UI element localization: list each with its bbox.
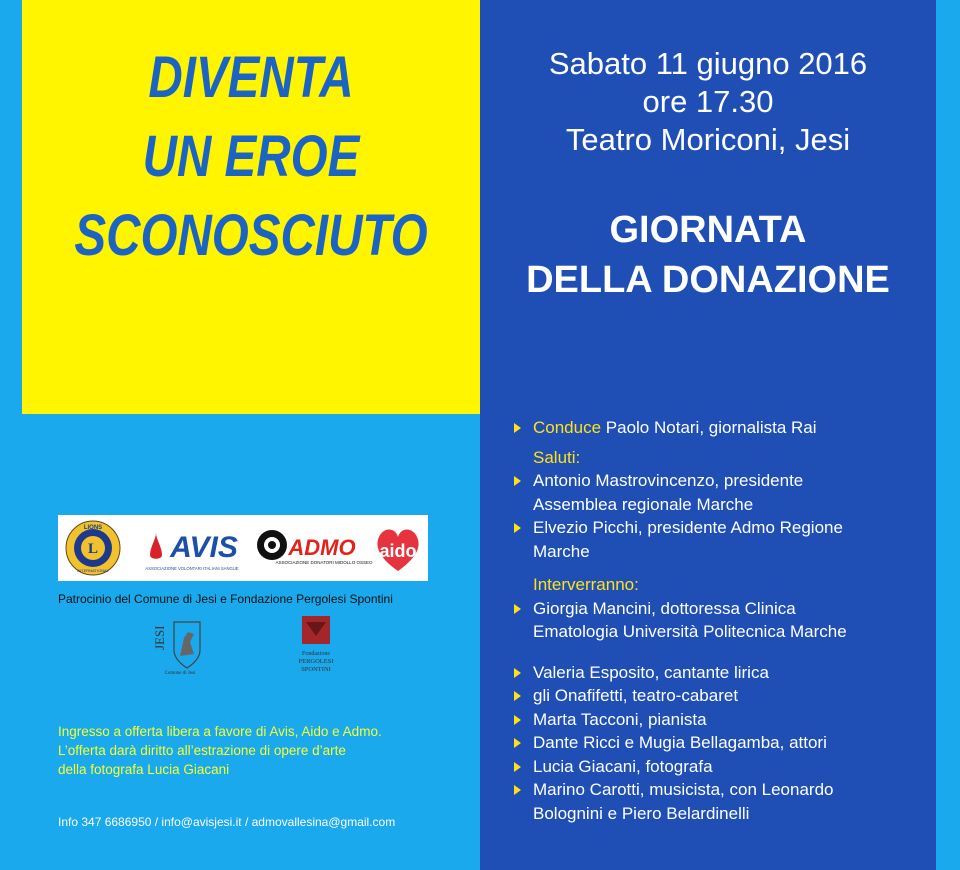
avis-name: AVIS bbox=[170, 531, 238, 564]
bullet-icon bbox=[514, 738, 521, 748]
pergolesi-logo-icon bbox=[286, 614, 346, 678]
conduce-text: Paolo Notari, giornalista Rai bbox=[601, 418, 817, 437]
event-title bbox=[480, 205, 936, 305]
list-item-text: Marta Tacconi, pianista bbox=[533, 709, 707, 729]
bullet-icon bbox=[514, 476, 521, 486]
list-item-text: gli Onafifetti, teatro-cabaret bbox=[533, 686, 739, 705]
hero-line: UN EROE bbox=[142, 124, 360, 189]
bullet-icon bbox=[514, 691, 521, 701]
list-item-text: Assemblea regionale Marche bbox=[533, 494, 754, 514]
interverranno-heading: Interverranno: bbox=[533, 575, 639, 594]
lions-name: LIONS bbox=[83, 525, 103, 531]
bullet-icon bbox=[514, 785, 521, 795]
sponsor-logos-strip bbox=[58, 515, 428, 581]
admo-name: ADMO bbox=[288, 535, 356, 560]
hero-line: DIVENTA bbox=[148, 45, 354, 110]
conduce-label: Conduce bbox=[533, 418, 602, 437]
list-item bbox=[514, 661, 934, 685]
bullet-icon bbox=[514, 668, 521, 678]
list-item-text: Marche bbox=[533, 541, 590, 561]
hero-headline bbox=[63, 38, 439, 275]
avis-sub: ASSOCIAZIONE VOLONTARI ITALIANI SANGUE bbox=[145, 566, 239, 571]
admo-sub: ASSOCIAZIONE DONATORI MIDOLLO OSSEO bbox=[275, 560, 373, 565]
list-item bbox=[514, 469, 934, 516]
list-item-text: Lucia Giacani, fotografa bbox=[533, 756, 713, 776]
list-item-text: Antonio Mastrovincenzo, presidente bbox=[533, 471, 804, 490]
bullet-icon bbox=[514, 604, 521, 614]
saluti-heading: Saluti: bbox=[533, 447, 581, 467]
list-item bbox=[514, 731, 934, 755]
pergolesi-line: Fondazione bbox=[302, 651, 330, 657]
jesi-crest-icon bbox=[150, 616, 210, 676]
admission-line: L’offerta darà diritto all’estrazione di opere d’arte bbox=[58, 743, 346, 758]
admission-line: della fotografa Lucia Giacani bbox=[58, 762, 230, 777]
pergolesi-line: SPONTINI bbox=[301, 666, 331, 673]
jesi-name: JESI bbox=[152, 625, 167, 650]
list-item bbox=[514, 708, 934, 732]
list-item bbox=[514, 684, 934, 708]
event-time: ore 17.30 bbox=[642, 84, 774, 119]
right-edge-strip bbox=[936, 0, 960, 870]
bullet-icon bbox=[514, 423, 521, 433]
list-item bbox=[514, 778, 934, 825]
list-item bbox=[514, 416, 934, 440]
admo-logo-icon bbox=[254, 523, 373, 575]
bullet-icon bbox=[514, 523, 521, 533]
pergolesi-line: PERGOLESI bbox=[298, 658, 334, 665]
list-item-text: Elvezio Picchi, presidente Admo Regione bbox=[533, 518, 843, 537]
event-title-line: DELLA DONAZIONE bbox=[526, 259, 890, 301]
list-item-text: Valeria Esposito, cantante lirica bbox=[533, 662, 769, 682]
list-item-text: Ematologia Università Politecnica Marche bbox=[533, 622, 847, 641]
contact-info: Info 347 6686950 / info@avisjesi.it / admovallesina@gmail.com bbox=[58, 815, 396, 829]
list-item bbox=[514, 597, 934, 644]
list-item-text: Marino Carotti, musicista, con Leonardo bbox=[533, 780, 834, 799]
lions-sub: INTERNATIONAL bbox=[77, 568, 109, 573]
svg-text:L: L bbox=[87, 541, 99, 557]
patronage-text: Patrocinio del Comune di Jesi e Fondazione Pergolesi Spontini bbox=[58, 592, 393, 606]
admission-note bbox=[58, 722, 382, 779]
admission-line: Ingresso a offerta libera a favore di Avis, Aido e Admo. bbox=[58, 724, 382, 739]
lions-logo-icon bbox=[62, 518, 124, 578]
event-details bbox=[480, 45, 936, 159]
jesi-sub: Comune di Jesi bbox=[164, 671, 196, 676]
hero-line: SCONOSCIUTO bbox=[74, 203, 428, 268]
avis-logo-icon bbox=[142, 525, 242, 573]
list-item-text: Giorgia Mancini, dottoressa Clinica bbox=[533, 598, 796, 618]
bullet-icon bbox=[514, 715, 521, 725]
list-item-text: Dante Ricci e Mugia Bellagamba, attori bbox=[533, 733, 827, 752]
aido-logo-icon bbox=[370, 521, 426, 577]
list-item-text: Bolognini e Piero Belardinelli bbox=[533, 803, 750, 823]
program-list bbox=[514, 416, 934, 825]
aido-name: aido bbox=[379, 541, 417, 561]
event-title-line: GIORNATA bbox=[609, 209, 807, 251]
list-item bbox=[514, 755, 934, 779]
event-place: Teatro Moriconi, Jesi bbox=[565, 122, 851, 157]
event-date: Sabato 11 giugno 2016 bbox=[548, 46, 868, 81]
list-item bbox=[514, 516, 934, 563]
bullet-icon bbox=[514, 762, 521, 772]
